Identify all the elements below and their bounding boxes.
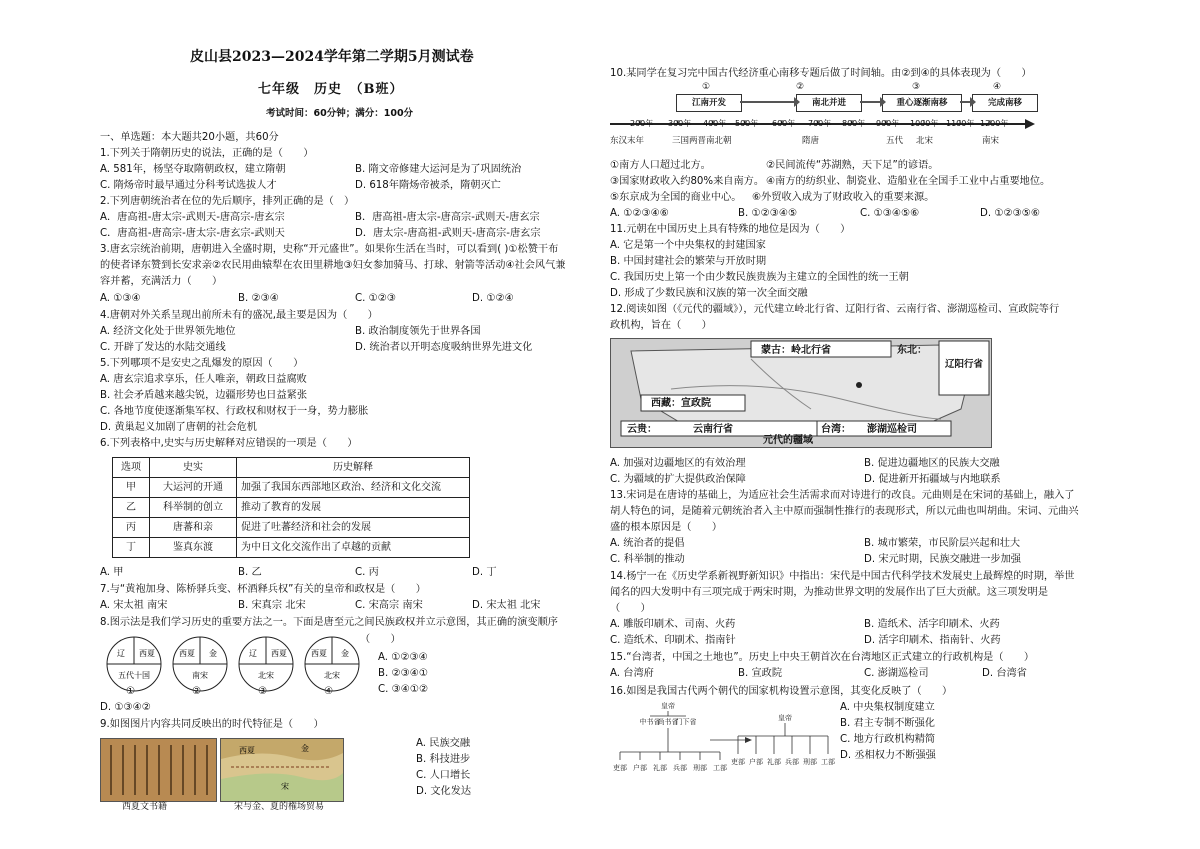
regime-circle-3 — [239, 637, 293, 691]
q15-option-a[interactable]: A. 台湾府 — [610, 668, 654, 679]
exam-title: 皮山县2023—2024学年第二学期5月测试卷 — [190, 49, 474, 65]
q3-stem-line1: 3.唐玄宗统治前期，唐朝进入全盛时期，史称“开元盛世”。如果你生活在当时，可以看到( )①松赞干布 — [100, 244, 559, 255]
q4-option-d[interactable]: D. 统治者以开明态度吸纳世界先进文化 — [355, 342, 533, 353]
q9-option-c[interactable]: C. 人口增长 — [416, 770, 471, 781]
table-cell: 甲 — [113, 478, 150, 498]
chart2-emperor: 皇帝 — [778, 714, 792, 722]
circle1-top-right: 西夏 — [139, 649, 155, 658]
q14-stem-line3: （ ） — [610, 603, 651, 614]
q7-option-a[interactable]: A. 宋太祖 南宋 — [100, 600, 168, 611]
circle1-bottom: 五代十国 — [118, 671, 150, 680]
exam-subtitle: 七年级 历史 （B班） — [258, 82, 404, 97]
q2-option-d[interactable]: D．唐太宗-唐高祖-武则天-唐高宗-唐玄宗 — [355, 228, 541, 239]
exam-info: 考试时间：60分钟；满分：100分 — [266, 108, 414, 119]
q10-option-c[interactable]: C. ①③④⑤⑥ — [860, 208, 920, 219]
xixia-book-caption: 西夏文书籍 — [122, 802, 168, 812]
chart2-bingbu: 兵部 — [785, 758, 799, 766]
table-cell: 唐蕃和亲 — [150, 518, 237, 538]
stage1-box: 江南开发 — [676, 94, 742, 112]
circle2-number: ② — [192, 686, 202, 697]
q4-option-b[interactable]: B. 政治制度领先于世界各国 — [355, 326, 481, 337]
q3-option-b[interactable]: B. ②③④ — [238, 293, 279, 304]
chart1-shangshu: 尚书省 — [657, 718, 679, 726]
q3-option-d[interactable]: D. ①②④ — [472, 293, 514, 304]
map-label-lingbei: 蒙古：岭北行省 — [761, 345, 831, 356]
map-label-northeast: 东北： — [897, 345, 927, 356]
q15-option-d[interactable]: D. 台湾省 — [982, 668, 1027, 679]
q10-statement-3: ③国家财政收入约80%来自南方。 — [610, 176, 765, 187]
q1-stem: 1.下列关于隋朝历史的说法，正确的是（ ） — [100, 148, 314, 159]
circle4-bottom: 北宋 — [324, 671, 340, 680]
q11-stem: 11.元朝在中国历史上具有特殊的地位是因为（ ） — [610, 224, 851, 235]
table-cell: 为中日文化交流作出了卓越的贡献 — [237, 538, 470, 558]
q2-option-c[interactable]: C．唐高祖-唐高宗-唐太宗-唐玄宗-武则天 — [100, 228, 285, 239]
year-1100: 1100年 — [946, 119, 975, 128]
q13-stem-line3: 盛的根本原因是（ ） — [610, 522, 723, 533]
table-cell: 丁 — [113, 538, 150, 558]
stage-arrows — [740, 97, 976, 107]
q10-statement-1: ①南方人口超过北方。 — [610, 160, 711, 171]
q8-option-b[interactable]: B. ②③④① — [378, 668, 428, 679]
q5-option-c[interactable]: C. 各地节度使逐渐集军权、行政权和财权于一身，势力膨胀 — [100, 406, 369, 417]
table-header-cell: 历史解释 — [237, 458, 470, 478]
q14-option-d[interactable]: D. 活字印刷术、指南针、火药 — [864, 635, 1001, 646]
map-caption: 元代的疆域 — [763, 435, 813, 446]
trade-map-image — [220, 738, 344, 802]
q16-option-a[interactable]: A. 中央集权制度建立 — [840, 702, 935, 713]
table-cell: 大运河的开通 — [150, 478, 237, 498]
period-southern-song: 南宋 — [982, 136, 1000, 146]
q12-stem-line2: 政机构，旨在（ ） — [610, 320, 712, 331]
q16-option-d[interactable]: D. 丞相权力不断强强 — [840, 750, 936, 761]
q10-statement-5: ⑤东京成为全国的商业中心。 — [610, 192, 742, 203]
chart2-gongbu: 工部 — [821, 758, 835, 766]
year-1200: 1200年 — [980, 119, 1009, 128]
stage2-num: ② — [796, 82, 805, 92]
q10-option-b[interactable]: B. ①②③④⑤ — [738, 208, 798, 219]
table-row — [113, 498, 470, 518]
q12-option-a[interactable]: A. 加强对边疆地区的有效治理 — [610, 458, 746, 469]
q1-option-d[interactable]: D. 618年隋炀帝被杀，隋朝灭亡 — [355, 180, 501, 191]
q11-option-d[interactable]: D. 形成了少数民族和汉族的第一次全面交融 — [610, 288, 808, 299]
trade-map-caption: 宋与金、夏的権场贸易 — [234, 802, 325, 812]
q3-option-c[interactable]: C. ①②③ — [355, 293, 396, 304]
q3-stem-line2: 的使者译东赞到长安求亲②农民用曲辕犁在农田里耕地③妇女参加骑马、打球、射箭等活动④社会风气兼 — [100, 260, 566, 271]
q4-option-a[interactable]: A. 经济文化处于世界领先地位 — [100, 326, 236, 337]
map-label-tibet: 西藏：宣政院 — [651, 398, 711, 409]
q14-option-c[interactable]: C. 造纸术、印刷术、指南针 — [610, 635, 736, 646]
chart2-xingbu: 刑部 — [803, 758, 817, 766]
map-label-jin: 金 — [301, 744, 309, 753]
circle4-top-right: 金 — [341, 649, 349, 658]
q8-option-d[interactable]: D. ①③④② — [100, 702, 151, 713]
q4-stem: 4.唐朝对外关系呈现出前所未有的盛况,最主要是因为（ ） — [100, 310, 378, 321]
q5-option-a[interactable]: A. 唐玄宗追求享乐，任人唯亲，朝政日益腐败 — [100, 374, 307, 385]
table-cell: 科举制的创立 — [150, 498, 237, 518]
q8-stem: 8.图示法是我们学习历史的重要方法之一。下面是唐至元之间民族政权并立示意图，其正确的演变顺序 — [100, 617, 558, 628]
q11-option-a[interactable]: A. 它是第一个中央集权的封建国家 — [610, 240, 766, 251]
q6-stem: 6.下列表格中,史实与历史解释对应错误的一项是（ ） — [100, 438, 358, 449]
table-row — [113, 518, 470, 538]
q10-stem: 10.某同学在复习完中国古代经济重心南移专题后做了时间轴。由②到④的具体表现为（ ） — [610, 68, 1032, 79]
chart1-xingbu: 刑部 — [693, 764, 707, 772]
table-header-row — [113, 458, 470, 478]
q14-option-a[interactable]: A. 雕版印刷术、司南、火药 — [610, 619, 736, 630]
q10-option-d[interactable]: D. ①②③⑤⑥ — [980, 208, 1040, 219]
xixia-book-image — [100, 738, 217, 802]
year-300: 300年 — [668, 119, 692, 128]
q9-stem: 9.如图图片内容共同反映出的时代特征是（ ） — [100, 719, 324, 730]
period-northern-song: 北宋 — [916, 136, 934, 146]
q1-option-a[interactable]: A. 581年，杨坚夺取隋朝政权，建立隋朝 — [100, 164, 286, 175]
q2-stem: 2.下列唐朝统治者在位的先后顺序，排列正确的是（ ） — [100, 196, 355, 207]
year-600: 600年 — [772, 119, 796, 128]
q6-option-b[interactable]: B. 乙 — [238, 567, 262, 578]
map-label-xixia: 西夏 — [239, 746, 255, 755]
q12-option-d[interactable]: D. 促进新开拓疆域与内地联系 — [864, 474, 1001, 485]
q12-stem-line1: 12.阅读如图（《元代的疆域》），元代建立岭北行省、辽阳行省、云南行省、澎湖巡检司、宣政院等行 — [610, 304, 1060, 315]
table-row — [113, 538, 470, 558]
chart1-zhongshu: 中书省 — [639, 718, 661, 726]
period-five-dynasties: 五代 — [886, 136, 904, 146]
section-heading: 一、单选题：本大题共20小题，共60分 — [100, 132, 279, 143]
q10-statement-2: ②民间流传“苏湖熟，天下足”的谚语。 — [766, 160, 939, 171]
xixia-script-illustration — [101, 739, 216, 801]
table-cell: 促进了吐蕃经济和社会的发展 — [237, 518, 470, 538]
q8-paren: （ ） — [360, 634, 401, 645]
stage4-box: 完成南移 — [972, 94, 1038, 112]
q15-option-c[interactable]: C. 澎湖巡检司 — [864, 668, 929, 679]
q13-option-b[interactable]: B. 城市繁荣，市民阶层兴起和壮大 — [864, 538, 1021, 549]
q16-option-b[interactable]: B. 君主专制不断强化 — [840, 718, 935, 729]
year-700: 700年 — [808, 119, 832, 128]
q14-option-b[interactable]: B. 造纸术、活字印刷术、火药 — [864, 619, 1000, 630]
trade-map-illustration — [221, 739, 343, 801]
circle4-number: ④ — [324, 686, 334, 697]
q13-option-a[interactable]: A. 统治者的提倡 — [610, 538, 685, 549]
q9-option-b[interactable]: B. 科技进步 — [416, 754, 471, 765]
circle3-top-right: 西夏 — [271, 649, 287, 658]
circle2-top-left: 西夏 — [179, 649, 195, 658]
map-label-yungui: 云贵： — [627, 424, 657, 435]
q10-statement-4: ④南方的纺织业、制瓷业、造船业在全国手工业中占重要地位。 — [766, 176, 1051, 187]
q5-option-b[interactable]: B. 社会矛盾越来越尖锐，边疆形势也日益紧张 — [100, 390, 308, 401]
q7-option-c[interactable]: C. 宋高宗 南宋 — [355, 600, 423, 611]
circle3-number: ③ — [258, 686, 268, 697]
year-500: 500年 — [735, 119, 759, 128]
regime-circle-4 — [305, 637, 359, 691]
q9-option-d[interactable]: D. 文化发达 — [416, 786, 472, 797]
chart2-li-bu: 礼部 — [767, 758, 781, 766]
stage1-num: ① — [702, 82, 711, 92]
chart1-emperor: 皇帝 — [661, 702, 675, 710]
q14-stem-line1: 14.杨宁一在《历史学系新视野新知识》中指出：宋代是中国古代科学技术发展史上最辉煌的时期，举世 — [610, 571, 1075, 582]
q14-stem-line2: 闻名的四大发明中有三项完成于两宋时期，为推动世界文明的发展作出了巨大贡献。这三项发明是 — [610, 587, 1049, 598]
q6-table — [112, 457, 470, 558]
q16-option-c[interactable]: C. 地方行政机构精简 — [840, 734, 936, 745]
q16-org-chart-later — [730, 712, 840, 782]
q8-option-c[interactable]: C. ③④①② — [378, 684, 429, 695]
q4-option-c[interactable]: C. 开辟了发达的水陆交通线 — [100, 342, 226, 353]
chart1-menxia: 门下省 — [675, 718, 697, 726]
q10-statement-6: ⑥外贸收入成为了财政收入的重要来源。 — [752, 192, 935, 203]
chart1-gongbu: 工部 — [713, 764, 727, 772]
circle1-number: ① — [126, 686, 136, 697]
year-900: 900年 — [876, 119, 900, 128]
q2-option-b[interactable]: B．唐高祖-唐太宗-唐高宗-武则天-唐玄宗 — [355, 212, 540, 223]
chart1-bingbu: 兵部 — [673, 764, 687, 772]
q11-option-c[interactable]: C. 我国历史上第一个由少数民族贵族为主建立的全国性的统一王朝 — [610, 272, 909, 283]
stage3-box: 重心逐渐南移 — [882, 94, 962, 112]
map-label-song: 宋 — [281, 782, 289, 791]
table-row — [113, 478, 470, 498]
q15-stem: 15.“台湾者，中国之土地也”。历史上中央王朝首次在台湾地区正式建立的行政机构是（ ） — [610, 652, 1035, 663]
year-800: 800年 — [842, 119, 866, 128]
q3-option-a[interactable]: A. ①③④ — [100, 293, 141, 304]
q13-option-d[interactable]: D. 宋元时期，民族交融进一步加强 — [864, 554, 1021, 565]
table-cell: 加强了我国东西部地区政治、经济和文化交流 — [237, 478, 470, 498]
q3-stem-line3: 容并蓄，充满活力（ ） — [100, 276, 223, 287]
q10-option-a[interactable]: A. ①②③④⑥ — [610, 208, 669, 219]
q12-option-c[interactable]: C. 为疆域的扩大提供政治保障 — [610, 474, 746, 485]
q5-option-d[interactable]: D. 黄巢起义加剧了唐朝的社会危机 — [100, 422, 257, 433]
circle3-top-left: 辽 — [249, 649, 257, 658]
table-cell: 鉴真东渡 — [150, 538, 237, 558]
q8-option-a[interactable]: A. ①②③④ — [378, 652, 428, 663]
q12-option-b[interactable]: B. 促进边疆地区的民族大交融 — [864, 458, 1000, 469]
q8-regime-diagram — [104, 636, 374, 702]
chart2-libu: 吏部 — [731, 758, 745, 766]
q7-option-d[interactable]: D. 宋太祖 北宋 — [472, 600, 541, 611]
year-400: 400年 — [703, 119, 727, 128]
q15-option-b[interactable]: B. 宣政院 — [738, 668, 783, 679]
circle2-top-right: 金 — [209, 649, 217, 658]
q16-stem: 16.如图是我国古代两个朝代的国家机构设置示意图，其变化反映了（ ） — [610, 686, 953, 697]
circle2-bottom: 南宋 — [192, 671, 208, 680]
period-three-kingdoms: 三国两晋南北朝 — [672, 136, 732, 146]
regime-circle-1 — [107, 637, 161, 691]
q7-stem: 7.与“黄袍加身、陈桥驿兵变、杯酒释兵权”有关的皇帝和政权是（ ） — [100, 584, 426, 595]
q7-option-b[interactable]: B. 宋真宗 北宋 — [238, 600, 306, 611]
period-eastern-han: 东汉末年 — [610, 136, 645, 146]
stage2-box: 南北并进 — [796, 94, 862, 112]
circle4-top-left: 西夏 — [311, 649, 327, 658]
stage4-num: ④ — [993, 82, 1002, 92]
q6-option-c[interactable]: C. 丙 — [355, 567, 379, 578]
q13-stem-line2: 胡人特色的词，是随着元朝统治者入主中原而强制性推行的表现形式，所以元曲也叫胡曲。宋词、元曲兴 — [610, 506, 1079, 517]
q6-option-d[interactable]: D. 丁 — [472, 567, 497, 578]
year-200: 200年 — [630, 119, 654, 128]
q13-stem-line1: 13.宋词是在唐诗的基础上，为适应社会生活需求而对诗进行的改良。元曲则是在宋词的基础上，融入了 — [610, 490, 1075, 501]
map-label-liaoyang: 辽阳行省 — [945, 359, 984, 370]
period-sui-tang: 隋唐 — [802, 136, 820, 146]
map-label-yunnan: 云南行省 — [693, 424, 733, 435]
chart2-hubu: 户部 — [749, 758, 763, 766]
q1-option-b[interactable]: B. 隋文帝修建大运河是为了巩固统治 — [355, 164, 522, 175]
circle3-bottom: 北宋 — [258, 671, 274, 680]
table-cell: 乙 — [113, 498, 150, 518]
q13-option-c[interactable]: C. 科举制的推动 — [610, 554, 685, 565]
table-cell: 丙 — [113, 518, 150, 538]
stage3-num: ③ — [912, 82, 921, 92]
table-header-cell: 史实 — [150, 458, 237, 478]
chart1-libu: 吏部 — [613, 764, 627, 772]
q9-option-a[interactable]: A. 民族交融 — [416, 738, 471, 749]
circle1-top-left: 辽 — [117, 649, 125, 658]
q1-option-c[interactable]: C. 隋炀帝时最早通过分科考试选拔人才 — [100, 180, 277, 191]
q6-option-a[interactable]: A. 甲 — [100, 567, 124, 578]
table-cell: 推动了教育的发展 — [237, 498, 470, 518]
q2-option-a[interactable]: A．唐高祖-唐太宗-武则天-唐高宗-唐玄宗 — [100, 212, 285, 223]
chart1-hubu: 户部 — [633, 764, 647, 772]
map-label-taiwan: 台湾： — [821, 424, 851, 435]
table-header-cell: 选项 — [113, 458, 150, 478]
chart1-li-bu: 礼部 — [653, 764, 667, 772]
map-label-penghu: 澎湖巡检司 — [867, 424, 917, 435]
q5-stem: 5.下列哪项不是安史之乱爆发的原因（ ） — [100, 358, 304, 369]
yuan-territory-map — [610, 338, 992, 448]
year-1000: 1000年 — [910, 119, 939, 128]
regime-circle-2 — [173, 637, 227, 691]
q11-option-b[interactable]: B. 中国封建社会的繁荣与开放时期 — [610, 256, 767, 267]
